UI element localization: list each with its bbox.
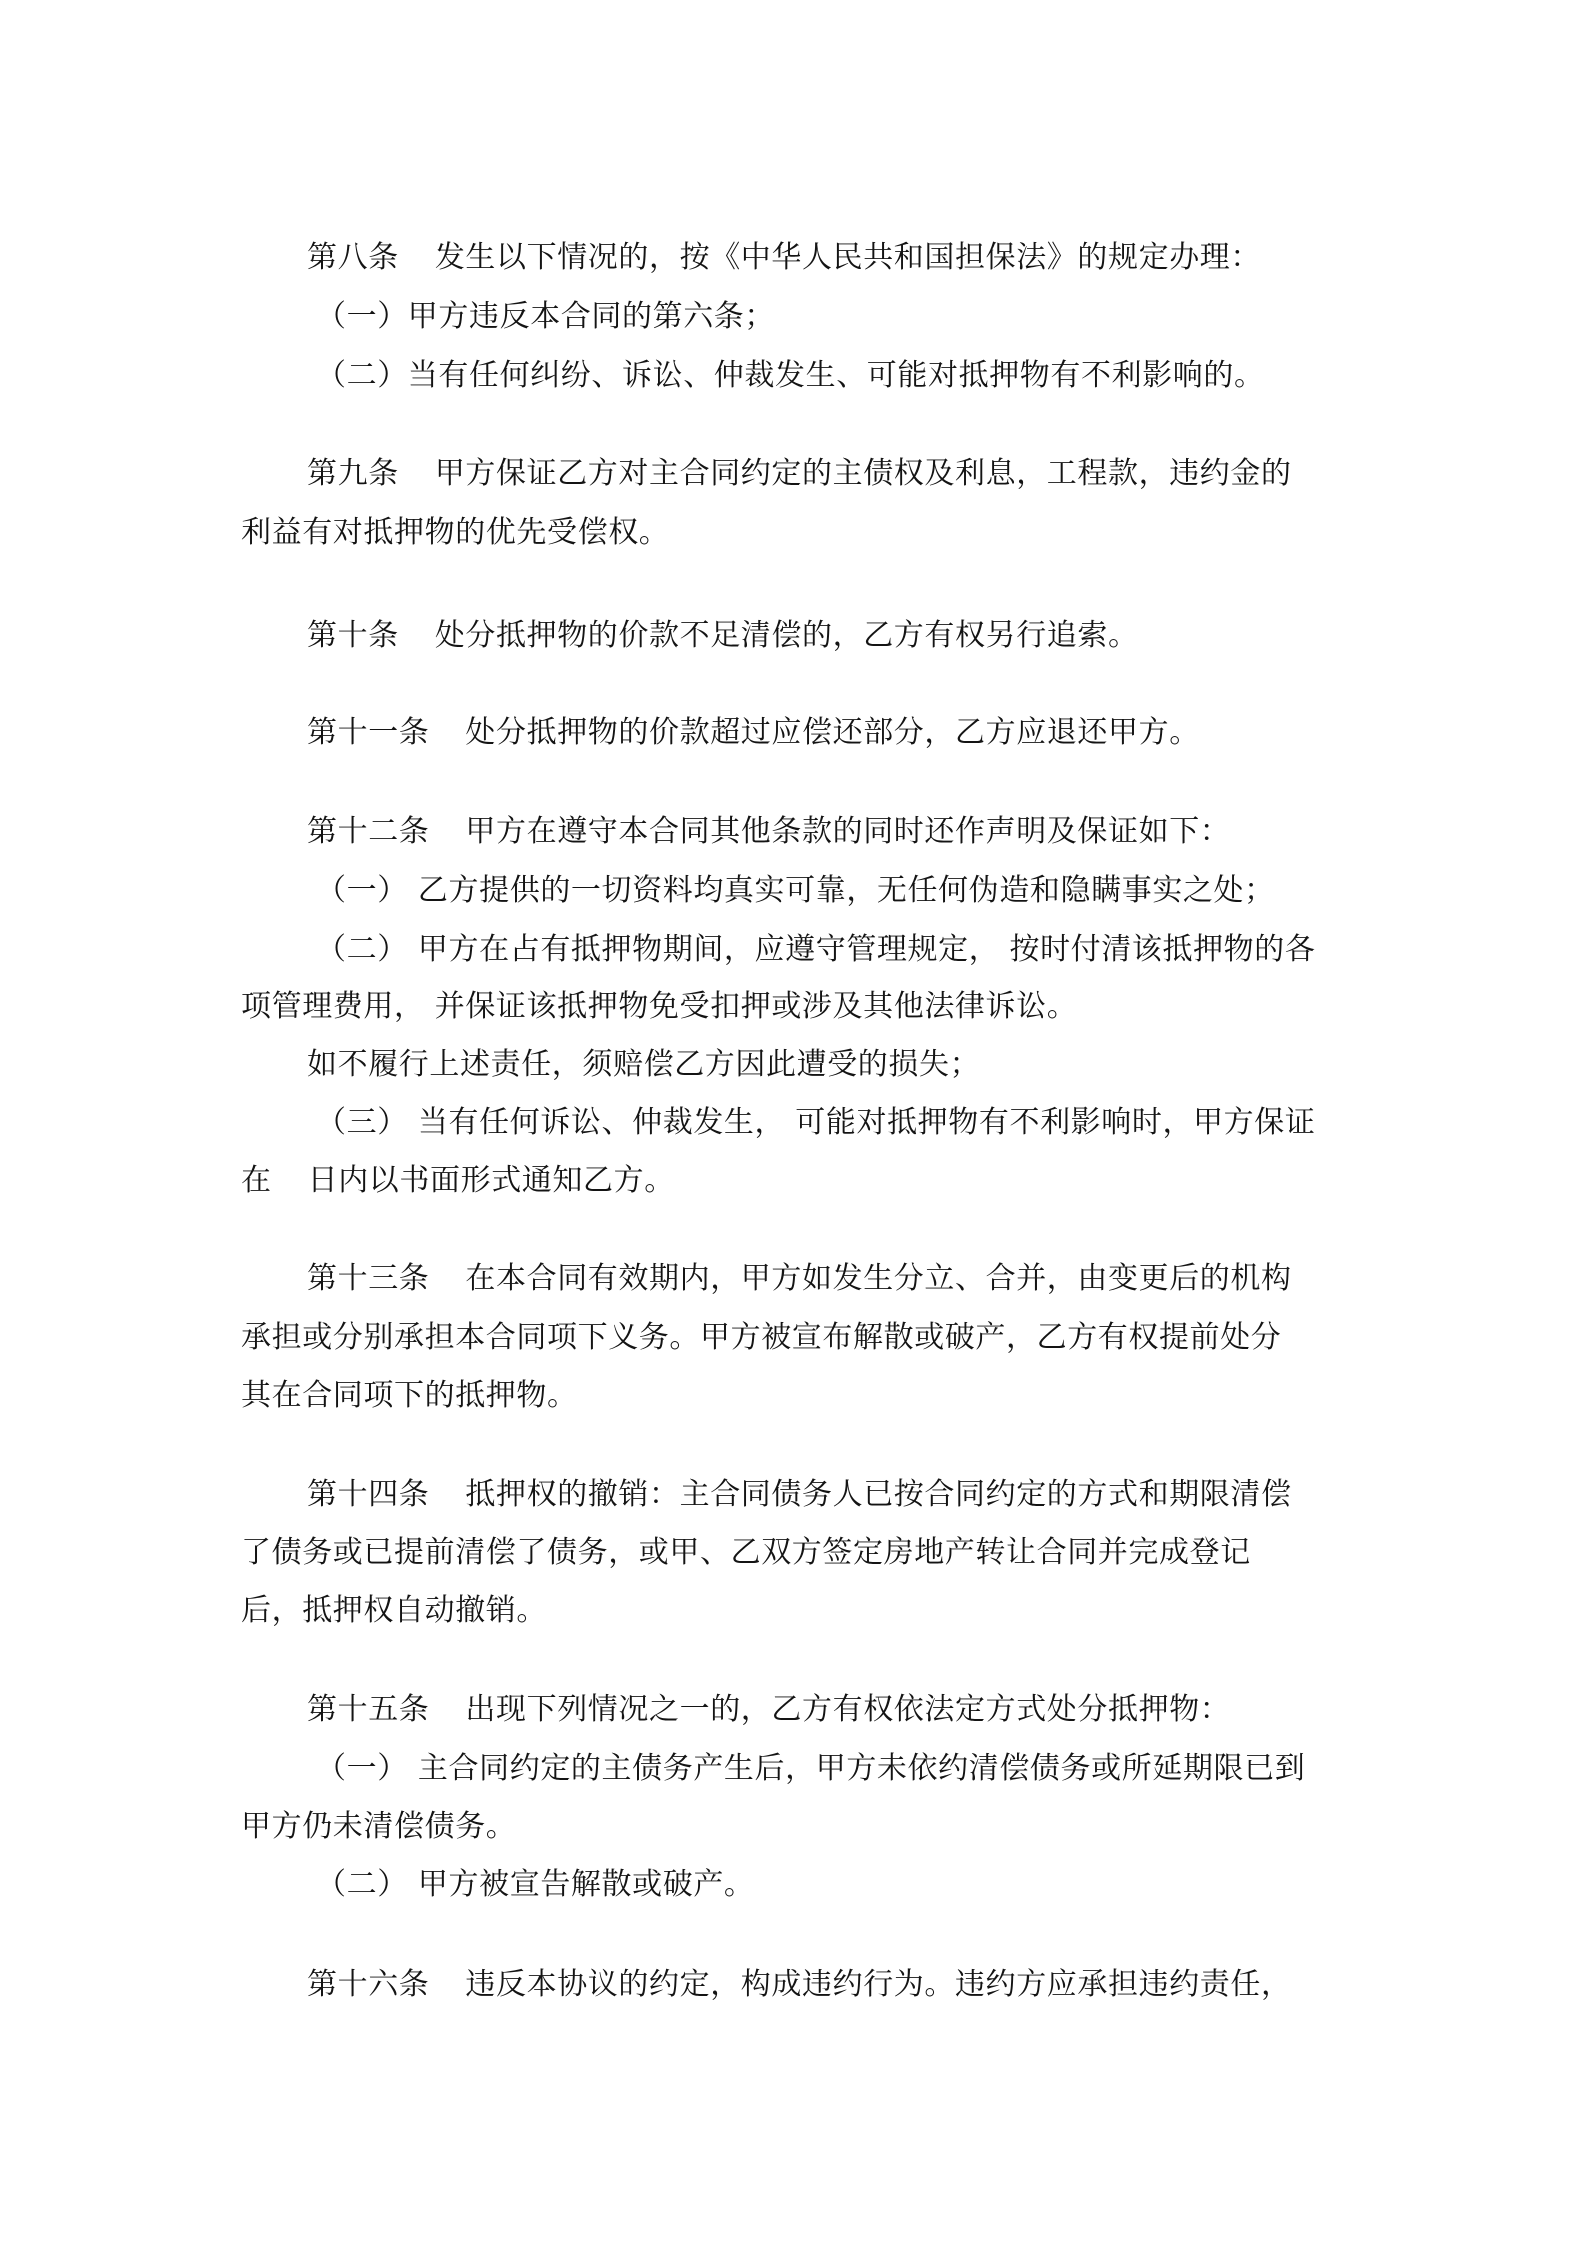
- article-14-line-3: 后，抵押权自动撤销。: [241, 1593, 547, 1628]
- article-16-title: 第十六条: [307, 1967, 430, 2002]
- article-14-line-1: 抵押权的撤销：主合同债务人已按合同约定的方式和期限清偿: [465, 1477, 1292, 1512]
- article-8-item-1: （一）甲方违反本合同的第六条；: [316, 299, 775, 334]
- article-16-heading: [307, 1965, 1292, 2005]
- article-8-title: 第八条: [307, 240, 399, 275]
- article-12-item-3-line-2-prefix: 在: [241, 1163, 272, 1198]
- article-12-item-3-line-2: [241, 1161, 675, 1201]
- article-9-line-2: 利益有对抵押物的优先受偿权。: [241, 515, 670, 550]
- article-10-title: 第十条: [307, 618, 399, 653]
- article-9-heading: [307, 454, 1292, 494]
- article-8-text: 发生以下情况的，按《中华人民共和国担保法》的规定办理：: [434, 240, 1262, 275]
- article-15-text: 出现下列情况之一的，乙方有权依法定方式处分抵押物：: [465, 1692, 1231, 1727]
- article-10-heading: [307, 616, 1139, 656]
- article-12-item-3-line-1: （三） 当有任何诉讼、仲裁发生， 可能对抵押物有不利影响时，甲方保证: [316, 1105, 1316, 1140]
- article-12-title: 第十二条: [307, 814, 430, 849]
- article-11-text: 处分抵押物的价款超过应偿还部分，乙方应退还甲方。: [465, 715, 1200, 750]
- article-14-line-2: 了债务或已提前清偿了债务，或甲、乙双方签定房地产转让合同并完成登记: [241, 1535, 1251, 1570]
- article-11-title: 第十一条: [307, 715, 430, 750]
- article-11-heading: [307, 713, 1200, 753]
- article-12-note: 如不履行上述责任，须赔偿乙方因此遭受的损失；: [307, 1047, 981, 1082]
- article-13-heading: [307, 1259, 1292, 1299]
- article-15-item-1-line-2: 甲方仍未清偿债务。: [241, 1809, 517, 1844]
- article-12-item-1: （一） 乙方提供的一切资料均真实可靠，无任何伪造和隐瞒事实之处；: [316, 873, 1275, 908]
- article-10-text: 处分抵押物的价款不足清偿的，乙方有权另行追索。: [434, 618, 1139, 653]
- article-15-item-2: （二） 甲方被宣告解散或破产。: [316, 1867, 755, 1902]
- article-15-item-1-line-1: （一） 主合同约定的主债务产生后，甲方未依约清偿债务或所延期限已到: [316, 1751, 1306, 1786]
- article-8-heading: [307, 238, 1261, 278]
- article-9-line-1: 甲方保证乙方对主合同约定的主债权及利息，工程款，违约金的: [434, 456, 1292, 491]
- article-13-line-2: 承担或分别承担本合同项下义务。甲方被宣布解散或破产，乙方有权提前处分: [241, 1320, 1282, 1355]
- article-13-line-3: 其在合同项下的抵押物。: [241, 1378, 578, 1413]
- article-15-heading: [307, 1690, 1230, 1730]
- article-14-title: 第十四条: [307, 1477, 430, 1512]
- article-16-text: 违反本协议的约定，构成违约行为。违约方应承担违约责任，: [465, 1967, 1292, 2002]
- article-12-item-2-line-2: 项管理费用， 并保证该抵押物免受扣押或涉及其他法律诉讼。: [241, 989, 1078, 1024]
- article-12-text: 甲方在遵守本合同其他条款的同时还作声明及保证如下：: [465, 814, 1231, 849]
- article-14-heading: [307, 1475, 1292, 1515]
- article-8-item-2: （二）当有任何纠纷、诉讼、仲裁发生、可能对抵押物有不利影响的。: [316, 358, 1265, 393]
- article-13-title: 第十三条: [307, 1261, 430, 1296]
- article-12-item-2-line-1: （二） 甲方在占有抵押物期间，应遵守管理规定， 按时付清该抵押物的各: [316, 932, 1316, 967]
- article-13-line-1: 在本合同有效期内，甲方如发生分立、合并，由变更后的机构: [465, 1261, 1292, 1296]
- article-12-item-3-line-2-rest: 日内以书面形式通知乙方。: [307, 1163, 675, 1198]
- article-15-title: 第十五条: [307, 1692, 430, 1727]
- article-9-title: 第九条: [307, 456, 399, 491]
- article-12-heading: [307, 812, 1230, 852]
